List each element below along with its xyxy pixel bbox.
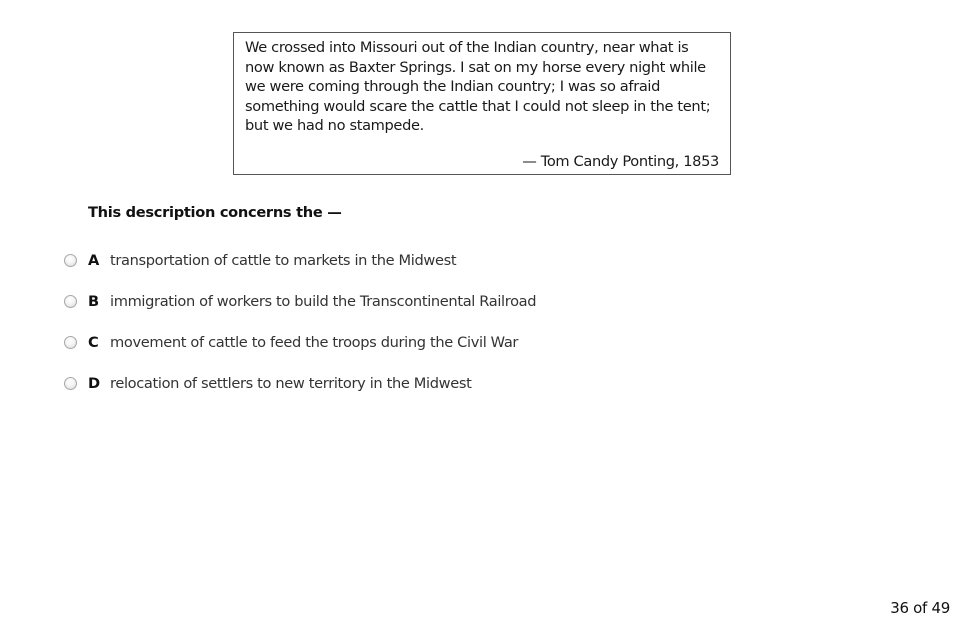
option-letter: C (88, 334, 99, 351)
option-letter: D (88, 375, 101, 392)
option-text: immigration of workers to build the Transcontinental Railroad (110, 293, 537, 310)
question-stem: This description concerns the — (88, 204, 342, 221)
radio-button-icon[interactable] (64, 254, 77, 267)
passage-line: something would scare the cattle that I could not sleep in the tent; (245, 97, 711, 115)
option-text: transportation of cattle to markets in the Midwest (110, 252, 457, 269)
option-letter: B (88, 293, 100, 310)
answer-option-b[interactable] (64, 291, 536, 332)
radio-button-icon[interactable] (64, 336, 77, 349)
option-letter: A (88, 252, 100, 269)
radio-button-icon[interactable] (64, 377, 77, 390)
page-counter: 36 of 49 (890, 599, 950, 617)
option-text: movement of cattle to feed the troops during the Civil War (110, 334, 519, 351)
answer-options (64, 250, 536, 414)
radio-button-icon[interactable] (64, 295, 77, 308)
passage-line: we were coming through the Indian country; I was so afraid (245, 78, 661, 95)
passage-line: We crossed into Missouri out of the Indian country, near what is (245, 39, 689, 56)
passage-box (233, 32, 731, 175)
passage-line: now known as Baxter Springs. I sat on my horse every night while (245, 58, 706, 76)
passage-text (245, 38, 720, 136)
passage-citation: — Tom Candy Ponting, 1853 (522, 153, 719, 170)
option-text: relocation of settlers to new territory in the Midwest (110, 375, 472, 392)
answer-option-d[interactable] (64, 373, 536, 414)
answer-option-c[interactable] (64, 332, 536, 373)
answer-option-a[interactable] (64, 250, 536, 291)
passage-line: but we had no stampede. (245, 117, 424, 134)
